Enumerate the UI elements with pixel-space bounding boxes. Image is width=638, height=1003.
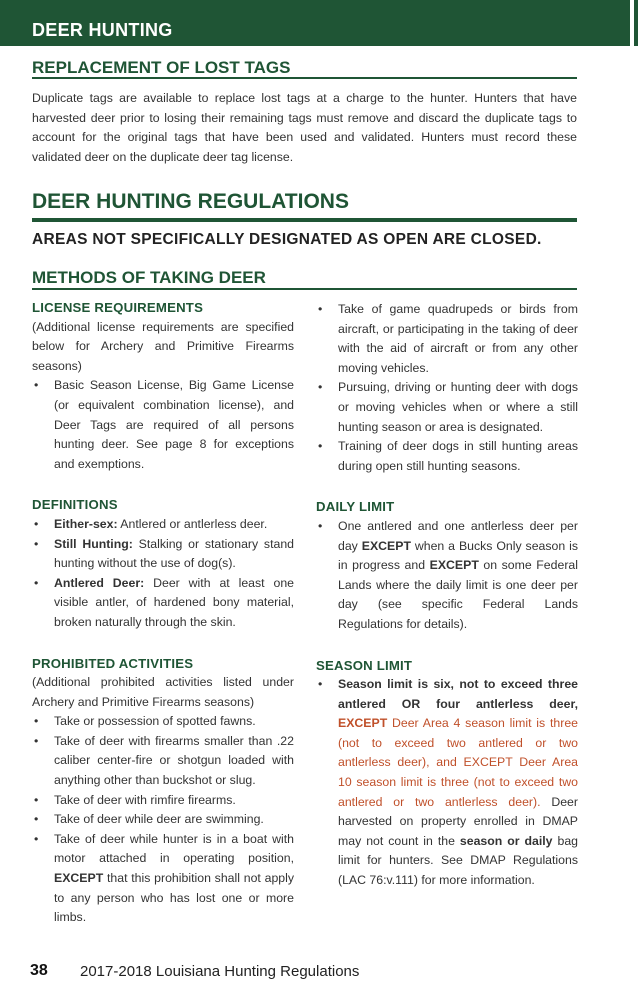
replacement-rule <box>32 77 577 79</box>
list-item <box>316 517 578 635</box>
definition-term: Either-sex: <box>54 516 118 531</box>
item-text: on some Federal Lands where the daily limit is one deer per day (see specific Federal Lands Regulations for details). <box>338 558 578 631</box>
prohibited-list <box>32 712 294 928</box>
header-banner <box>0 0 630 46</box>
replacement-text: Duplicate tags are available to replace lost tags at a charge to the hunter. Hunters that have harvested deer prior to losing their remaining tags must remove and discard the duplicate tags to account for the original tags that have been used and validated. Hunters must record these validated deer on the duplicate deer tag license. <box>32 91 577 164</box>
except-text: EXCEPT <box>338 716 388 731</box>
left-column <box>32 298 294 928</box>
replacement-heading: REPLACEMENT OF LOST TAGS <box>32 58 291 77</box>
license-list <box>32 376 294 474</box>
publication-title: 2017-2018 Louisiana Hunting Regulations <box>80 963 360 980</box>
right-column <box>316 300 578 891</box>
definitions-heading: DEFINITIONS <box>32 497 118 513</box>
season-limit-bold: Season limit is six, not to exceed three antlered OR four antlerless deer, <box>338 677 578 711</box>
license-intro: (Additional license requirements are specified below for Archery and Primitive Firearms seasons) <box>32 319 294 373</box>
season-or-daily-bold: season or daily <box>459 833 553 848</box>
list-item: • Pursuing, driving or hunting deer with dogs or moving vehicles when or where a still hunting season or area is designated. <box>316 378 578 437</box>
list-item <box>32 574 294 633</box>
list-item: • Take or possession of spotted fawns. <box>32 712 294 732</box>
except-text: EXCEPT <box>361 538 411 553</box>
list-item: • Basic Season License, Big Game License (or equivalent combination license), and Deer Tags are required of all persons hunting deer. See page 8 for exceptions and exemptions. <box>32 376 294 474</box>
item-text: One antlered and one antlerless deer per day <box>338 518 578 553</box>
prohibited-heading: PROHIBITED ACTIVITIES <box>32 655 194 671</box>
deer-area-exception: Deer Area 4 season limit is three (not to exceed two antlered or two antlerless deer), and EXCEPT Deer Area 10 season limit is three (not to exceed two antlered or two antlerless deer). <box>338 716 578 809</box>
list-item <box>316 675 578 891</box>
season-limit-list <box>316 675 578 891</box>
list-item <box>32 535 294 574</box>
list-item: • Take of deer with rimfire firearms. <box>32 791 294 811</box>
list-item: • Training of deer dogs in still hunting areas during open still hunting seasons. <box>316 437 578 476</box>
prohibited-intro: (Additional prohibited activities listed under Archery and Primitive Firearms seasons) <box>32 675 294 709</box>
definition-text: Deer with at least one visible antler, of hardened bony material, broken naturally through the skin. <box>54 575 294 629</box>
item-text: Deer harvested on property enrolled in DMAP may not count in the <box>338 794 578 848</box>
definition-term: Still Hunting: <box>54 536 133 551</box>
daily-limit-list <box>316 517 578 635</box>
list-item: • Take of deer with firearms smaller than .22 caliber center-fire or shotgun loaded with anything other than buckshot or slug. <box>32 732 294 791</box>
daily-limit-heading: DAILY LIMIT <box>316 499 395 515</box>
prohibited-list-continued <box>316 300 578 476</box>
regulations-rule <box>32 218 577 222</box>
item-text: when a Bucks Only season is in progress and <box>338 538 578 573</box>
except-text: EXCEPT <box>429 558 479 573</box>
definition-text: Antlered or antlerless deer. <box>117 516 268 531</box>
regulations-heading: DEER HUNTING REGULATIONS <box>32 190 349 213</box>
closed-areas-notice: AREAS NOT SPECIFICALLY DESIGNATED AS OPEN ARE CLOSED. <box>32 231 542 248</box>
license-heading: LICENSE REQUIREMENTS <box>32 300 204 315</box>
methods-rule <box>32 288 577 290</box>
header-banner-edge <box>634 0 638 46</box>
item-text: Take of deer while hunter is in a boat with motor attached in operating position, <box>54 831 294 866</box>
except-text: EXCEPT <box>54 871 104 886</box>
page-number: 38 <box>30 962 48 979</box>
definitions-list <box>32 515 294 633</box>
item-text: bag limit for hunters. See DMAP Regulations (LAC 76:v.111) for more information. <box>338 833 578 888</box>
definition-term: Antlered Deer: <box>54 575 145 590</box>
season-limit-heading: SEASON LIMIT <box>316 657 413 673</box>
item-text: that this prohibition shall not apply to any person who has lost one or more limbs. <box>54 871 294 925</box>
list-item: • Take of game quadrupeds or birds from aircraft, or participating in the taking of deer with the aid of aircraft or from any other moving vehicles. <box>316 300 578 378</box>
methods-heading: METHODS OF TAKING DEER <box>32 268 266 287</box>
definition-text: Stalking or stationary stand hunting without the use of dog(s). <box>54 536 295 571</box>
list-item <box>32 830 294 928</box>
list-item: • Take of deer while deer are swimming. <box>32 810 294 830</box>
list-item <box>32 515 294 535</box>
page-section-title: DEER HUNTING <box>32 20 173 40</box>
